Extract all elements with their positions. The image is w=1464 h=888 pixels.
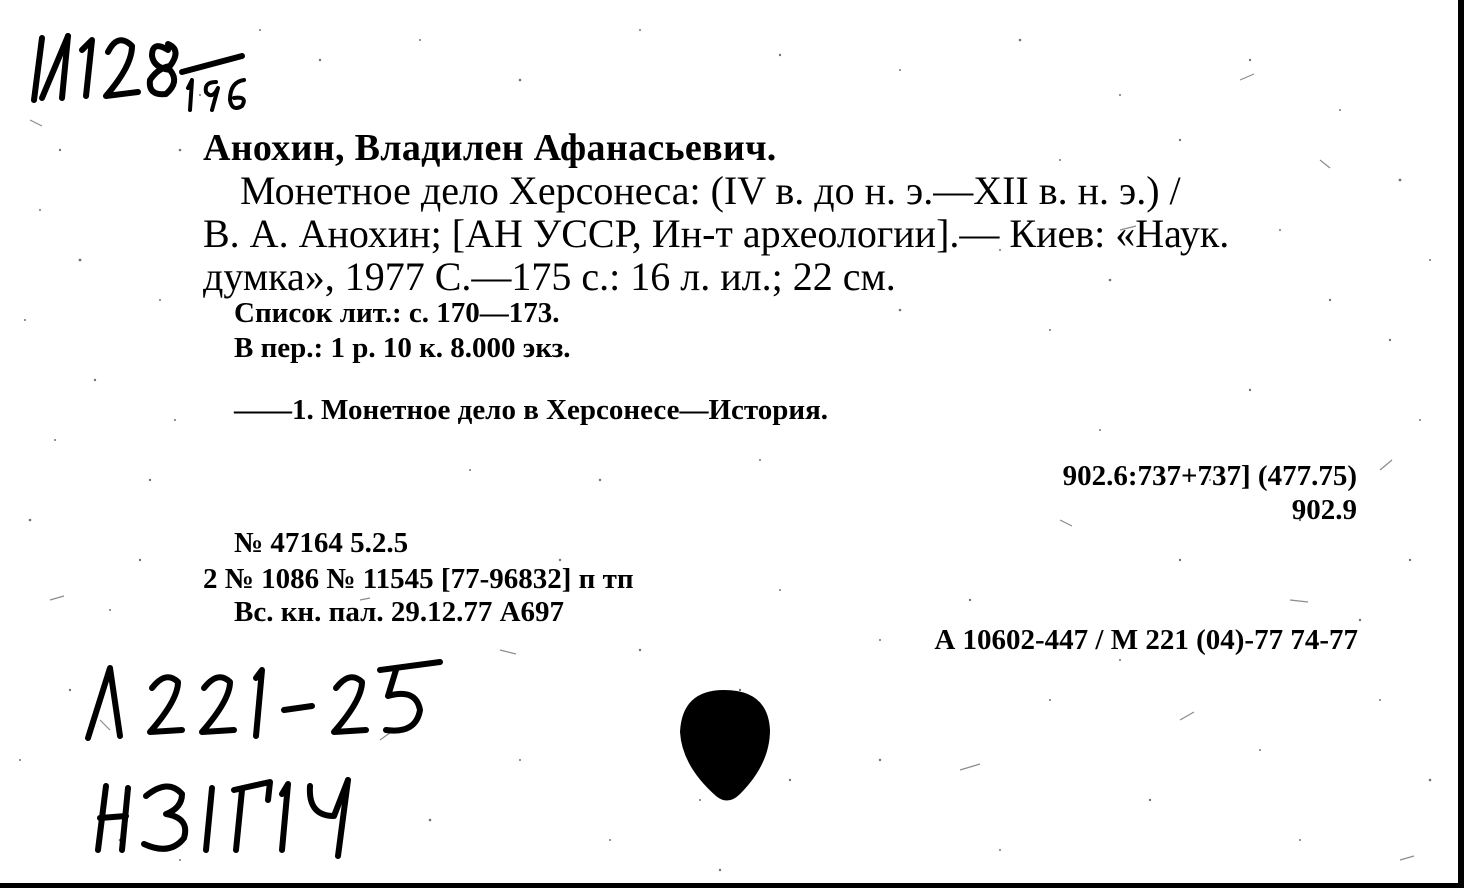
card-record-number-2: 2 № 1086 № 11545 [77-96832] п тп xyxy=(203,563,634,595)
handwritten-shelf-mark-1 xyxy=(80,648,460,748)
card-bibliography-note: Список лит.: с. 170—173. xyxy=(234,297,560,329)
card-punch-hole xyxy=(676,684,772,804)
card-classification-bbk: 902.9 xyxy=(1291,494,1357,526)
card-classification-udc: 902.6:737+737] (477.75) xyxy=(1062,460,1357,492)
scan-edge-bottom xyxy=(0,883,1464,888)
scan-edge-right xyxy=(1458,0,1464,888)
card-author: Анохин, Владилен Афанасьевич. xyxy=(203,127,777,169)
card-record-number-3: Вс. кн. пал. 29.12.77 А697 xyxy=(234,596,565,628)
card-record-number-1: № 47164 5.2.5 xyxy=(234,527,409,559)
handwritten-shelf-mark-2 xyxy=(86,760,376,860)
handwritten-call-number xyxy=(20,10,250,120)
card-title-line-2: В. А. Анохин; [АН УССР, Ин-т археологии].— Киев: «Наук. xyxy=(203,211,1230,256)
card-title-line-3: думка», 1977 С.—175 с.: 16 л. ил.; 22 см. xyxy=(203,254,896,299)
card-title-line-1: Монетное дело Херсонеса: (IV в. до н. э.—XII в. н. э.) / xyxy=(240,168,1181,213)
card-subject-heading: ——1. Монетное дело в Херсонесе—История. xyxy=(234,394,829,426)
card-price-note: В пер.: 1 р. 10 к. 8.000 экз. xyxy=(234,332,571,364)
card-index-code: А 10602-447 / М 221 (04)-77 74-77 xyxy=(934,624,1358,656)
